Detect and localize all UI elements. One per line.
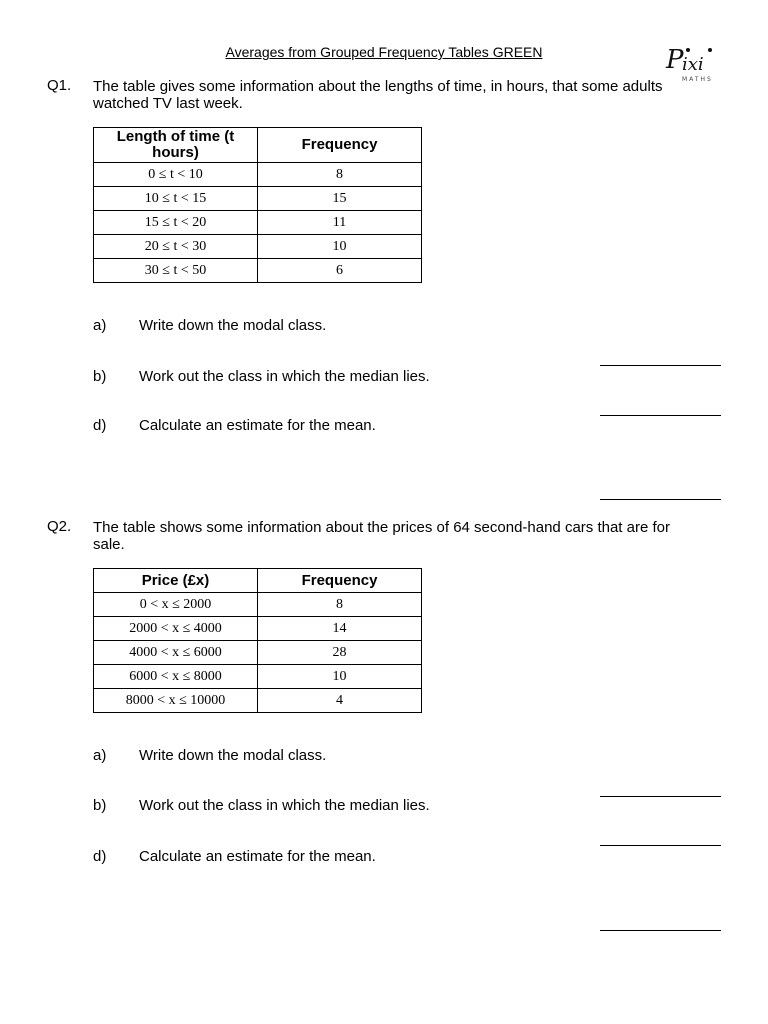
table-row [94, 163, 422, 187]
table-row [94, 211, 422, 235]
q2-frequency-cell: 10 [258, 665, 422, 689]
q1-frequency-cell: 11 [258, 211, 422, 235]
q2-header-frequency: Frequency [258, 569, 422, 593]
q2-question-text: The table shows some information about the prices of 64 second-hand cars that are for sale. [93, 519, 670, 553]
q1-class-cell: 0 ≤ t < 10 [94, 163, 258, 187]
q2-number: Q2. [47, 518, 72, 535]
table-row [94, 665, 422, 689]
q2-frequency-cell: 28 [258, 641, 422, 665]
q2-part-b-answer-line[interactable] [600, 845, 721, 846]
svg-text:ixi: ixi [682, 54, 704, 75]
q1-question-text: The table gives some information about the lengths of time, in hours, that some adults watched TV last week. [93, 78, 663, 112]
q1-header-frequency: Frequency [258, 128, 422, 163]
q2-frequency-cell: 4 [258, 689, 422, 713]
q1-class-cell: 10 ≤ t < 15 [94, 187, 258, 211]
q1-frequency-cell: 15 [258, 187, 422, 211]
table-row [94, 259, 422, 283]
q1-part-d-label: d) [93, 417, 107, 434]
q2-frequency-cell: 8 [258, 593, 422, 617]
table-row [94, 617, 422, 641]
q2-class-cell: 6000 < x ≤ 8000 [94, 665, 258, 689]
q1-part-a-answer-line[interactable] [600, 365, 721, 366]
q1-frequency-cell: 8 [258, 163, 422, 187]
q1-part-a-text: Write down the modal class. [139, 317, 327, 334]
q2-part-b-text: Work out the class in which the median lies. [139, 797, 430, 814]
q2-frequency-table [93, 568, 422, 713]
svg-text:P: P [666, 45, 684, 75]
table-row [94, 641, 422, 665]
q2-part-a-answer-line[interactable] [600, 796, 721, 797]
q2-class-cell: 4000 < x ≤ 6000 [94, 641, 258, 665]
q2-part-b-label: b) [93, 797, 107, 814]
table-row [94, 187, 422, 211]
q2-part-a-label: a) [93, 747, 107, 764]
q1-part-d-text: Calculate an estimate for the mean. [139, 417, 376, 434]
q1-header-length: Length of time (t hours) [94, 128, 258, 163]
q2-class-cell: 0 < x ≤ 2000 [94, 593, 258, 617]
q1-frequency-cell: 10 [258, 235, 422, 259]
q1-number: Q1. [47, 77, 72, 94]
table-row [94, 689, 422, 713]
q1-frequency-cell: 6 [258, 259, 422, 283]
q1-class-cell: 30 ≤ t < 50 [94, 259, 258, 283]
q1-part-a-label: a) [93, 317, 107, 334]
q2-class-cell: 2000 < x ≤ 4000 [94, 617, 258, 641]
q2-part-d-answer-line[interactable] [600, 930, 721, 931]
q2-part-a-text: Write down the modal class. [139, 747, 327, 764]
q1-part-b-label: b) [93, 368, 107, 385]
q1-part-b-text: Work out the class in which the median lies. [139, 368, 430, 385]
svg-text:MATHS: MATHS [682, 76, 713, 83]
q2-frequency-cell: 14 [258, 617, 422, 641]
q2-part-d-text: Calculate an estimate for the mean. [139, 848, 376, 865]
q1-class-cell: 15 ≤ t < 20 [94, 211, 258, 235]
q2-class-cell: 8000 < x ≤ 10000 [94, 689, 258, 713]
page-title: Averages from Grouped Frequency Tables GREEN [225, 44, 543, 60]
q2-header-price: Price (£x) [94, 569, 258, 593]
q1-part-d-answer-line[interactable] [600, 499, 721, 500]
q1-part-b-answer-line[interactable] [600, 415, 721, 416]
q1-class-cell: 20 ≤ t < 30 [94, 235, 258, 259]
table-row [94, 593, 422, 617]
table-row [94, 235, 422, 259]
q2-part-d-label: d) [93, 848, 107, 865]
q1-frequency-table [93, 127, 422, 283]
